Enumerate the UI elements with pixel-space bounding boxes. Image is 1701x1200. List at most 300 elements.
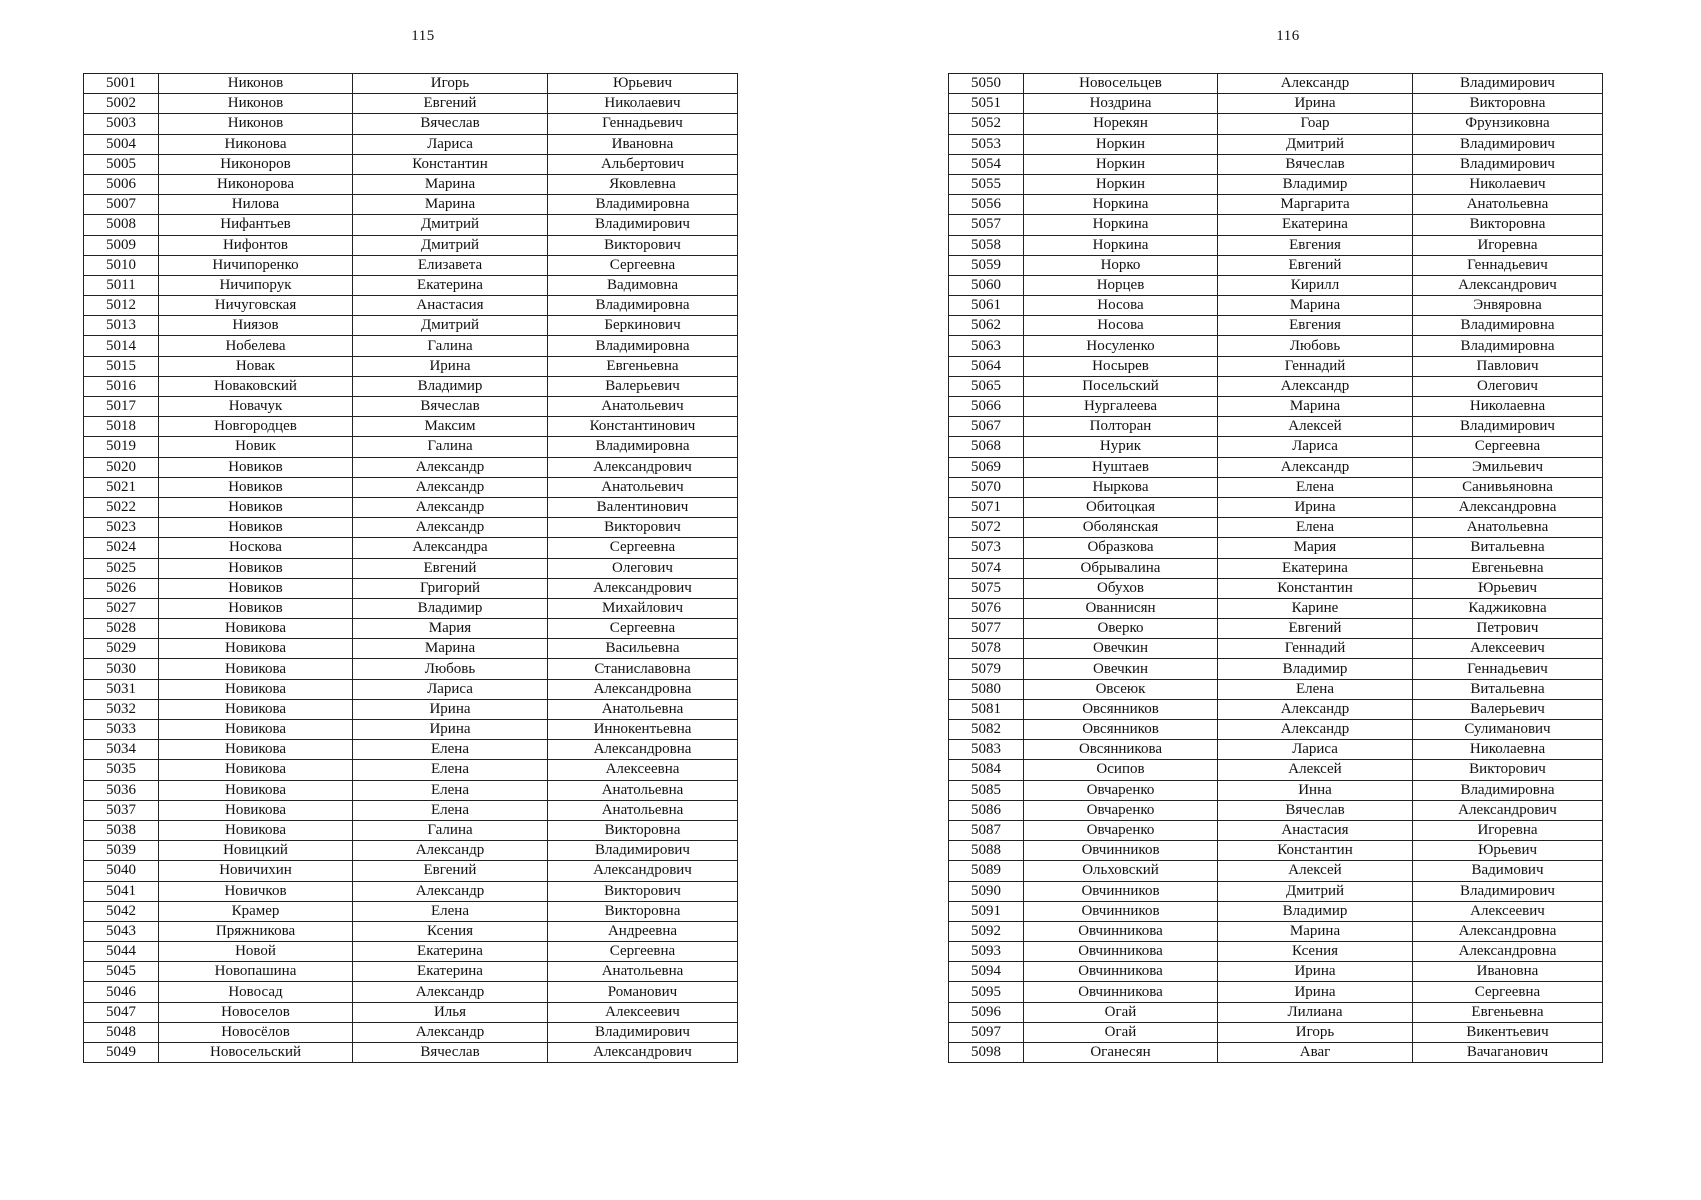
patronymic-cell: Александрович <box>1413 275 1603 295</box>
surname-cell: Новиков <box>159 578 353 598</box>
surname-cell: Овсеюк <box>1024 679 1218 699</box>
first-name-cell: Аваг <box>1218 1043 1413 1063</box>
patronymic-cell: Алексеевна <box>548 760 738 780</box>
surname-cell: Новосёлов <box>159 1022 353 1042</box>
first-name-cell: Елена <box>353 760 548 780</box>
table-row <box>949 437 1603 457</box>
table-row <box>84 94 738 114</box>
record-number: 5078 <box>949 639 1024 659</box>
table-row <box>949 861 1603 881</box>
record-number: 5036 <box>84 780 159 800</box>
surname-cell: Норкина <box>1024 215 1218 235</box>
patronymic-cell: Геннадьевич <box>548 114 738 134</box>
patronymic-cell: Фрунзиковна <box>1413 114 1603 134</box>
record-number: 5096 <box>949 1002 1024 1022</box>
first-name-cell: Галина <box>353 820 548 840</box>
surname-cell: Овсянникова <box>1024 740 1218 760</box>
record-number: 5016 <box>84 376 159 396</box>
first-name-cell: Геннадий <box>1218 639 1413 659</box>
surname-cell: Новикова <box>159 659 353 679</box>
patronymic-cell: Витальевна <box>1413 679 1603 699</box>
surname-cell: Нилова <box>159 195 353 215</box>
patronymic-cell: Юрьевич <box>548 74 738 94</box>
first-name-cell: Марина <box>353 639 548 659</box>
patronymic-cell: Владимировна <box>548 437 738 457</box>
first-name-cell: Анастасия <box>353 296 548 316</box>
first-name-cell: Константин <box>1218 841 1413 861</box>
first-name-cell: Лариса <box>1218 437 1413 457</box>
surname-cell: Новикова <box>159 820 353 840</box>
surname-cell: Овчинников <box>1024 841 1218 861</box>
first-name-cell: Екатерина <box>353 962 548 982</box>
first-name-cell: Александр <box>353 1022 548 1042</box>
table-row <box>84 397 738 417</box>
first-name-cell: Лариса <box>353 134 548 154</box>
surname-cell: Новиков <box>159 558 353 578</box>
right-page-number: 116 <box>1276 28 1300 44</box>
first-name-cell: Екатерина <box>353 275 548 295</box>
surname-cell: Овчинникова <box>1024 962 1218 982</box>
first-name-cell: Евгений <box>353 94 548 114</box>
first-name-cell: Инна <box>1218 780 1413 800</box>
surname-cell: Новой <box>159 942 353 962</box>
patronymic-cell: Евгеньевна <box>1413 1002 1603 1022</box>
table-row <box>84 356 738 376</box>
right-page-table <box>948 73 1603 1063</box>
table-row <box>84 720 738 740</box>
record-number: 5027 <box>84 598 159 618</box>
table-row <box>949 598 1603 618</box>
record-number: 5052 <box>949 114 1024 134</box>
surname-cell: Овечкин <box>1024 659 1218 679</box>
patronymic-cell: Павлович <box>1413 356 1603 376</box>
patronymic-cell: Олегович <box>548 558 738 578</box>
record-number: 5007 <box>84 195 159 215</box>
record-number: 5077 <box>949 619 1024 639</box>
record-number: 5085 <box>949 780 1024 800</box>
table-row <box>84 174 738 194</box>
patronymic-cell: Альбертович <box>548 154 738 174</box>
patronymic-cell: Романович <box>548 982 738 1002</box>
first-name-cell: Ксения <box>1218 942 1413 962</box>
table-row <box>84 921 738 941</box>
first-name-cell: Елена <box>353 800 548 820</box>
surname-cell: Обухов <box>1024 578 1218 598</box>
table-row <box>84 114 738 134</box>
table-row <box>84 699 738 719</box>
table-row <box>949 376 1603 396</box>
table-row <box>949 457 1603 477</box>
record-number: 5001 <box>84 74 159 94</box>
surname-cell: Нургалеева <box>1024 397 1218 417</box>
first-name-cell: Марина <box>1218 921 1413 941</box>
left-page-table <box>83 73 738 1063</box>
table-row <box>84 235 738 255</box>
surname-cell: Пряжникова <box>159 921 353 941</box>
first-name-cell: Ирина <box>1218 94 1413 114</box>
first-name-cell: Александр <box>1218 699 1413 719</box>
record-number: 5069 <box>949 457 1024 477</box>
patronymic-cell: Валерьевич <box>548 376 738 396</box>
first-name-cell: Ирина <box>1218 982 1413 1002</box>
record-number: 5050 <box>949 74 1024 94</box>
first-name-cell: Геннадий <box>1218 356 1413 376</box>
table-row <box>949 901 1603 921</box>
table-row <box>949 639 1603 659</box>
table-row <box>949 296 1603 316</box>
surname-cell: Овечкин <box>1024 639 1218 659</box>
first-name-cell: Лариса <box>1218 740 1413 760</box>
record-number: 5002 <box>84 94 159 114</box>
surname-cell: Новоселов <box>159 1002 353 1022</box>
surname-cell: Новичков <box>159 881 353 901</box>
record-number: 5004 <box>84 134 159 154</box>
first-name-cell: Константин <box>353 154 548 174</box>
patronymic-cell: Ивановна <box>548 134 738 154</box>
record-number: 5021 <box>84 477 159 497</box>
patronymic-cell: Александровна <box>1413 942 1603 962</box>
table-row <box>949 820 1603 840</box>
table-row <box>949 720 1603 740</box>
first-name-cell: Александр <box>1218 720 1413 740</box>
patronymic-cell: Вадимовна <box>548 275 738 295</box>
record-number: 5087 <box>949 820 1024 840</box>
patronymic-cell: Владимирович <box>1413 881 1603 901</box>
table-row <box>84 1002 738 1022</box>
patronymic-cell: Владимирович <box>548 1022 738 1042</box>
table-row <box>84 982 738 1002</box>
first-name-cell: Ирина <box>1218 497 1413 517</box>
surname-cell: Новиков <box>159 518 353 538</box>
record-number: 5005 <box>84 154 159 174</box>
surname-cell: Образкова <box>1024 538 1218 558</box>
surname-cell: Никонов <box>159 114 353 134</box>
patronymic-cell: Александровна <box>1413 497 1603 517</box>
first-name-cell: Алексей <box>1218 760 1413 780</box>
record-number: 5009 <box>84 235 159 255</box>
surname-cell: Новикова <box>159 800 353 820</box>
patronymic-cell: Владимировна <box>1413 316 1603 336</box>
patronymic-cell: Эмильевич <box>1413 457 1603 477</box>
patronymic-cell: Санивьяновна <box>1413 477 1603 497</box>
table-row <box>84 942 738 962</box>
record-number: 5067 <box>949 417 1024 437</box>
record-number: 5043 <box>84 921 159 941</box>
first-name-cell: Александра <box>353 538 548 558</box>
patronymic-cell: Михайлович <box>548 598 738 618</box>
surname-cell: Новикова <box>159 720 353 740</box>
patronymic-cell: Анатольевна <box>548 962 738 982</box>
first-name-cell: Евгения <box>1218 316 1413 336</box>
record-number: 5072 <box>949 518 1024 538</box>
record-number: 5079 <box>949 659 1024 679</box>
patronymic-cell: Николаевич <box>548 94 738 114</box>
table-row <box>949 1022 1603 1042</box>
surname-cell: Овчаренко <box>1024 780 1218 800</box>
patronymic-cell: Викторовна <box>548 901 738 921</box>
table-row <box>949 114 1603 134</box>
surname-cell: Новиков <box>159 457 353 477</box>
first-name-cell: Гоар <box>1218 114 1413 134</box>
surname-cell: Никонов <box>159 94 353 114</box>
patronymic-cell: Анатольевна <box>548 699 738 719</box>
surname-cell: Овсянников <box>1024 699 1218 719</box>
surname-cell: Ованнисян <box>1024 598 1218 618</box>
patronymic-cell: Евгеньевна <box>548 356 738 376</box>
surname-cell: Никонов <box>159 74 353 94</box>
record-number: 5084 <box>949 760 1024 780</box>
first-name-cell: Елена <box>1218 679 1413 699</box>
first-name-cell: Александр <box>1218 74 1413 94</box>
patronymic-cell: Владимировна <box>548 195 738 215</box>
table-row <box>84 619 738 639</box>
surname-cell: Ниязов <box>159 316 353 336</box>
patronymic-cell: Вадимович <box>1413 861 1603 881</box>
record-number: 5006 <box>84 174 159 194</box>
patronymic-cell: Анатольевна <box>1413 195 1603 215</box>
first-name-cell: Ксения <box>353 921 548 941</box>
surname-cell: Осипов <box>1024 760 1218 780</box>
patronymic-cell: Владимирович <box>548 841 738 861</box>
record-number: 5031 <box>84 679 159 699</box>
table-row <box>84 376 738 396</box>
patronymic-cell: Юрьевич <box>1413 841 1603 861</box>
patronymic-cell: Сергеевна <box>1413 982 1603 1002</box>
record-number: 5025 <box>84 558 159 578</box>
left-page-number: 115 <box>411 28 435 44</box>
surname-cell: Оверко <box>1024 619 1218 639</box>
first-name-cell: Дмитрий <box>353 316 548 336</box>
first-name-cell: Маргарита <box>1218 195 1413 215</box>
patronymic-cell: Геннадьевич <box>1413 255 1603 275</box>
surname-cell: Новиков <box>159 497 353 517</box>
first-name-cell: Любовь <box>353 659 548 679</box>
patronymic-cell: Алексеевич <box>1413 639 1603 659</box>
patronymic-cell: Владимирович <box>1413 154 1603 174</box>
record-number: 5064 <box>949 356 1024 376</box>
first-name-cell: Игорь <box>353 74 548 94</box>
patronymic-cell: Ивановна <box>1413 962 1603 982</box>
first-name-cell: Владимир <box>353 598 548 618</box>
table-row <box>949 982 1603 1002</box>
first-name-cell: Елена <box>1218 518 1413 538</box>
patronymic-cell: Николаевна <box>1413 740 1603 760</box>
first-name-cell: Константин <box>1218 578 1413 598</box>
surname-cell: Обитоцкая <box>1024 497 1218 517</box>
first-name-cell: Елена <box>353 740 548 760</box>
table-row <box>84 457 738 477</box>
first-name-cell: Евгений <box>353 861 548 881</box>
first-name-cell: Ирина <box>353 720 548 740</box>
table-row <box>84 417 738 437</box>
surname-cell: Нифонтов <box>159 235 353 255</box>
patronymic-cell: Сергеевна <box>548 255 738 275</box>
surname-cell: Новосельский <box>159 1043 353 1063</box>
record-number: 5032 <box>84 699 159 719</box>
first-name-cell: Евгения <box>1218 235 1413 255</box>
record-number: 5083 <box>949 740 1024 760</box>
first-name-cell: Александр <box>353 881 548 901</box>
record-number: 5051 <box>949 94 1024 114</box>
record-number: 5082 <box>949 720 1024 740</box>
patronymic-cell: Викторович <box>548 235 738 255</box>
record-number: 5059 <box>949 255 1024 275</box>
record-number: 5017 <box>84 397 159 417</box>
record-number: 5089 <box>949 861 1024 881</box>
first-name-cell: Вячеслав <box>1218 154 1413 174</box>
first-name-cell: Вячеслав <box>1218 800 1413 820</box>
table-row <box>84 679 738 699</box>
surname-cell: Носкова <box>159 538 353 558</box>
surname-cell: Новгородцев <box>159 417 353 437</box>
table-row <box>84 74 738 94</box>
first-name-cell: Марина <box>1218 296 1413 316</box>
patronymic-cell: Владимировна <box>1413 336 1603 356</box>
table-row <box>84 336 738 356</box>
first-name-cell: Елена <box>1218 477 1413 497</box>
table-row <box>949 619 1603 639</box>
first-name-cell: Алексей <box>1218 861 1413 881</box>
record-number: 5090 <box>949 881 1024 901</box>
record-number: 5062 <box>949 316 1024 336</box>
table-row <box>949 699 1603 719</box>
first-name-cell: Карине <box>1218 598 1413 618</box>
surname-cell: Новичихин <box>159 861 353 881</box>
record-number: 5066 <box>949 397 1024 417</box>
patronymic-cell: Сергеевна <box>548 538 738 558</box>
record-number: 5056 <box>949 195 1024 215</box>
table-row <box>949 154 1603 174</box>
patronymic-cell: Сергеевна <box>1413 437 1603 457</box>
first-name-cell: Александр <box>353 457 548 477</box>
first-name-cell: Александр <box>353 982 548 1002</box>
table-row <box>949 1043 1603 1063</box>
record-number: 5048 <box>84 1022 159 1042</box>
table-row <box>949 356 1603 376</box>
surname-cell: Новикова <box>159 760 353 780</box>
surname-cell: Ноздрина <box>1024 94 1218 114</box>
table-row <box>949 538 1603 558</box>
surname-cell: Новиков <box>159 477 353 497</box>
patronymic-cell: Алексеевич <box>1413 901 1603 921</box>
surname-cell: Норко <box>1024 255 1218 275</box>
surname-cell: Новикова <box>159 740 353 760</box>
record-number: 5073 <box>949 538 1024 558</box>
record-number: 5042 <box>84 901 159 921</box>
record-number: 5008 <box>84 215 159 235</box>
table-row <box>84 962 738 982</box>
table-row <box>949 74 1603 94</box>
patronymic-cell: Александрович <box>548 1043 738 1063</box>
first-name-cell: Владимир <box>1218 659 1413 679</box>
surname-cell: Норкин <box>1024 174 1218 194</box>
first-name-cell: Александр <box>1218 457 1413 477</box>
record-number: 5045 <box>84 962 159 982</box>
surname-cell: Новикова <box>159 780 353 800</box>
patronymic-cell: Викторович <box>1413 760 1603 780</box>
patronymic-cell: Владимирович <box>548 215 738 235</box>
table-row <box>949 841 1603 861</box>
record-number: 5018 <box>84 417 159 437</box>
record-number: 5023 <box>84 518 159 538</box>
patronymic-cell: Игоревна <box>1413 820 1603 840</box>
surname-cell: Новикова <box>159 679 353 699</box>
table-row <box>949 740 1603 760</box>
patronymic-cell: Александрович <box>1413 800 1603 820</box>
record-number: 5033 <box>84 720 159 740</box>
patronymic-cell: Сулиманович <box>1413 720 1603 740</box>
patronymic-cell: Сергеевна <box>548 619 738 639</box>
first-name-cell: Марина <box>353 195 548 215</box>
surname-cell: Нуштаев <box>1024 457 1218 477</box>
record-number: 5024 <box>84 538 159 558</box>
table-row <box>84 659 738 679</box>
surname-cell: Никонова <box>159 134 353 154</box>
patronymic-cell: Владимировна <box>548 336 738 356</box>
surname-cell: Овсянников <box>1024 720 1218 740</box>
patronymic-cell: Иннокентьевна <box>548 720 738 740</box>
record-number: 5037 <box>84 800 159 820</box>
first-name-cell: Владимир <box>353 376 548 396</box>
table-row <box>949 881 1603 901</box>
surname-cell: Новикова <box>159 619 353 639</box>
record-number: 5057 <box>949 215 1024 235</box>
record-number: 5081 <box>949 699 1024 719</box>
table-row <box>84 881 738 901</box>
surname-cell: Овчинников <box>1024 901 1218 921</box>
patronymic-cell: Владимирович <box>1413 134 1603 154</box>
first-name-cell: Владимир <box>1218 901 1413 921</box>
record-number: 5030 <box>84 659 159 679</box>
record-number: 5019 <box>84 437 159 457</box>
patronymic-cell: Валерьевич <box>1413 699 1603 719</box>
surname-cell: Посельский <box>1024 376 1218 396</box>
record-number: 5010 <box>84 255 159 275</box>
first-name-cell: Любовь <box>1218 336 1413 356</box>
patronymic-cell: Васильевна <box>548 639 738 659</box>
patronymic-cell: Станиславовна <box>548 659 738 679</box>
surname-cell: Новикова <box>159 699 353 719</box>
table-row <box>84 154 738 174</box>
first-name-cell: Марина <box>1218 397 1413 417</box>
table-row <box>84 215 738 235</box>
patronymic-cell: Николаевич <box>1413 174 1603 194</box>
record-number: 5055 <box>949 174 1024 194</box>
patronymic-cell: Владимировна <box>548 296 738 316</box>
surname-cell: Оболянская <box>1024 518 1218 538</box>
surname-cell: Нурик <box>1024 437 1218 457</box>
surname-cell: Новицкий <box>159 841 353 861</box>
record-number: 5076 <box>949 598 1024 618</box>
record-number: 5041 <box>84 881 159 901</box>
table-row <box>949 174 1603 194</box>
record-number: 5068 <box>949 437 1024 457</box>
table-row <box>84 578 738 598</box>
surname-cell: Норкин <box>1024 134 1218 154</box>
record-number: 5098 <box>949 1043 1024 1063</box>
surname-cell: Овчинникова <box>1024 921 1218 941</box>
patronymic-cell: Евгеньевна <box>1413 558 1603 578</box>
table-row <box>84 1022 738 1042</box>
table-row <box>84 134 738 154</box>
patronymic-cell: Александровна <box>548 679 738 699</box>
table-row <box>84 861 738 881</box>
record-number: 5047 <box>84 1002 159 1022</box>
surname-cell: Обрывалина <box>1024 558 1218 578</box>
first-name-cell: Лариса <box>353 679 548 699</box>
surname-cell: Новачук <box>159 397 353 417</box>
record-number: 5049 <box>84 1043 159 1063</box>
